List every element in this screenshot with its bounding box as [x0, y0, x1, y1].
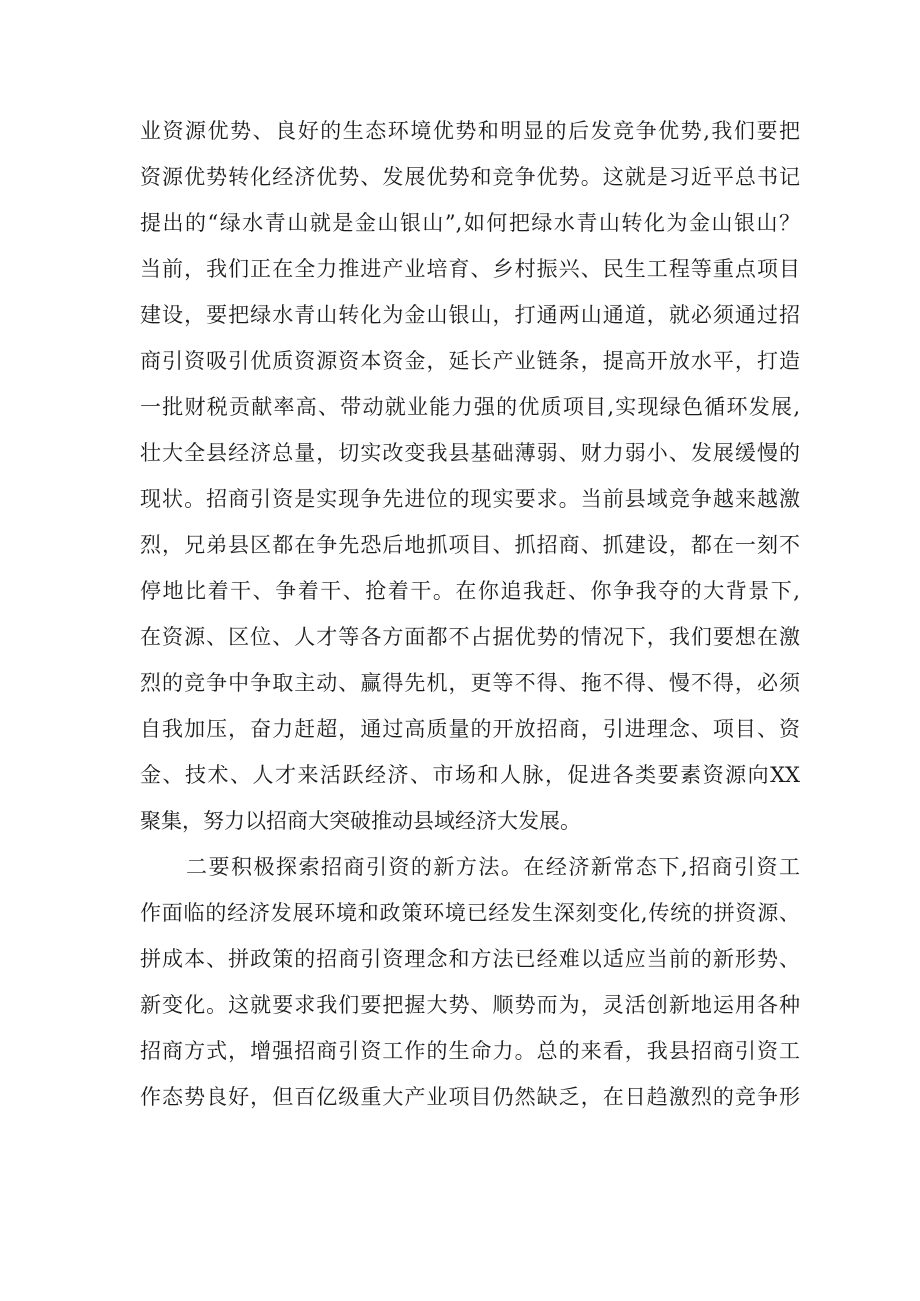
text-line: 一批财税贡献率高、带动就业能力强的优质项目,实现绿色循环发展, [140, 395, 800, 419]
body-text [140, 108, 800, 1120]
text-line: 现状。招商引资是实现争先进位的现实要求。当前县域竞争越来越激 [140, 487, 800, 511]
text-line: 建设，要把绿水青山转化为金山银山，打通两山通道，就必须通过招 [140, 303, 800, 327]
text-line: 二要积极探索招商引资的新方法。在经济新常态下,招商引资工 [186, 855, 800, 879]
text-line: 资源优势转化经济优势、发展优势和竞争优势。这就是习近平总书记 [140, 165, 800, 189]
text-line: 壮大全县经济总量，切实改变我县基础薄弱、财力弱小、发展缓慢的 [140, 441, 800, 465]
text-line: 自我加压，奋力赶超，通过高质量的开放招商，引进理念、项目、资 [140, 717, 800, 741]
text-line: 金、技术、人才来活跃经济、市场和人脉，促进各类要素资源向XX [140, 763, 800, 787]
paragraph-1 [140, 108, 800, 844]
text-line: 停地比着干、争着干、抢着干。在你追我赶、你争我夺的大背景下, [140, 579, 800, 603]
text-line: 烈，兄弟县区都在争先恐后地抓项目、抓招商、抓建设，都在一刻不 [140, 533, 800, 557]
text-line: 作面临的经济发展环境和政策环境已经发生深刻变化,传统的拼资源、 [140, 901, 800, 925]
text-line: 聚集，努力以招商大突破推动县域经济大发展。 [140, 809, 581, 833]
text-line: 商引资吸引优质资源资本资金，延长产业链条，提高开放水平，打造 [140, 349, 800, 373]
text-line: 拼成本、拼政策的招商引资理念和方法已经难以适应当前的新形势、 [140, 947, 800, 971]
text-line: 在资源、区位、人才等各方面都不占据优势的情况下，我们要想在激 [140, 625, 800, 649]
text-line: 作态势良好，但百亿级重大产业项目仍然缺乏，在日趋激烈的竞争形 [140, 1085, 800, 1109]
text-line: 烈的竞争中争取主动、赢得先机，更等不得、拖不得、慢不得，必须 [140, 671, 800, 695]
paragraph-2 [140, 844, 800, 1120]
text-line: 新变化。这就要求我们要把握大势、顺势而为，灵活创新地运用各种 [140, 993, 800, 1017]
text-line: 业资源优势、良好的生态环境优势和明显的后发竞争优势,我们要把 [140, 119, 800, 143]
text-line: 当前，我们正在全力推进产业培育、乡村振兴、民生工程等重点项目 [140, 257, 800, 281]
text-line: 提出的“绿水青山就是金山银山”,如何把绿水青山转化为金山银山？ [140, 211, 800, 235]
text-line: 招商方式，增强招商引资工作的生命力。总的来看，我县招商引资工 [140, 1039, 800, 1063]
